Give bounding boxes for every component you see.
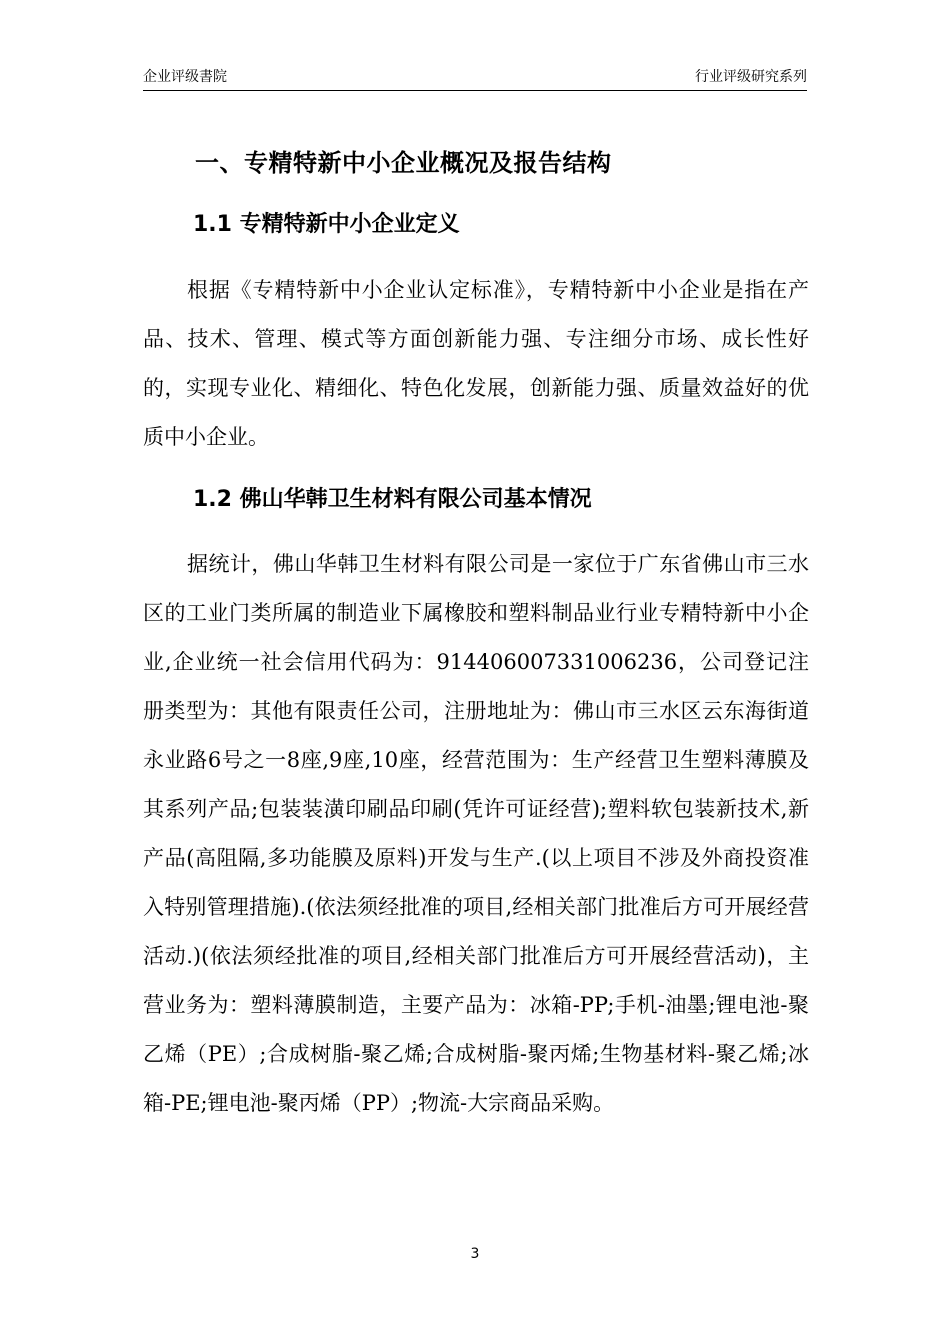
header-right-text: 行业评级研究系列 bbox=[695, 69, 807, 85]
page-header bbox=[143, 68, 807, 91]
header-left-text: 企业评级書院 bbox=[143, 69, 227, 85]
page-number: 3 bbox=[470, 1246, 480, 1262]
company-paragraph: 据统计，佛山华韩卫生材料有限公司是一家位于广东省佛山市三水区的工业门类所属的制造业下属橡胶和塑料制品业行业专精特新中小企业,企业统一社会信用代码为：914406007331006236，公司登记注册类型为：其他有限责任公司，注册地址为：佛山市三水区云东海街道永业路6号之一8座,9座,10座，经营范围为：生产经营卫生塑料薄膜及其系列产品;包装装潢印刷品印刷(凭许可证经营);塑料软包装新技术,新产品(高阻隔,多功能膜及原料)开发与生产.(以上项目不涉及外商投资准入特别管理措施).(依法须经批准的项目,经相关部门批准后方可开展经营活动.)(依法须经批准的项目,经相关部门批准后方可开展经营活动)，主营业务为：塑料薄膜制造，主要产品为：冰箱-PP;手机-油墨;锂电池-聚乙烯（PE）;合成树脂-聚乙烯;合成树脂-聚丙烯;生物基材料-聚乙烯;冰箱-PE;锂电池-聚丙烯（PP）;物流-大宗商品采购。 bbox=[143, 552, 809, 1115]
definition-paragraph: 根据《专精特新中小企业认定标准》，专精特新中小企业是指在产品、技术、管理、模式等方面创新能力强、专注细分市场、成长性好的，实现专业化、精细化、特色化发展，创新能力强、质量效益好的优质中小企业。 bbox=[143, 278, 809, 449]
section-heading: 一、专精特新中小企业概况及报告结构 bbox=[195, 149, 612, 177]
subsection-heading-company: 1.2 佛山华韩卫生材料有限公司基本情况 bbox=[193, 487, 592, 512]
subsection-heading-definition: 1.1 专精特新中小企业定义 bbox=[193, 212, 460, 237]
